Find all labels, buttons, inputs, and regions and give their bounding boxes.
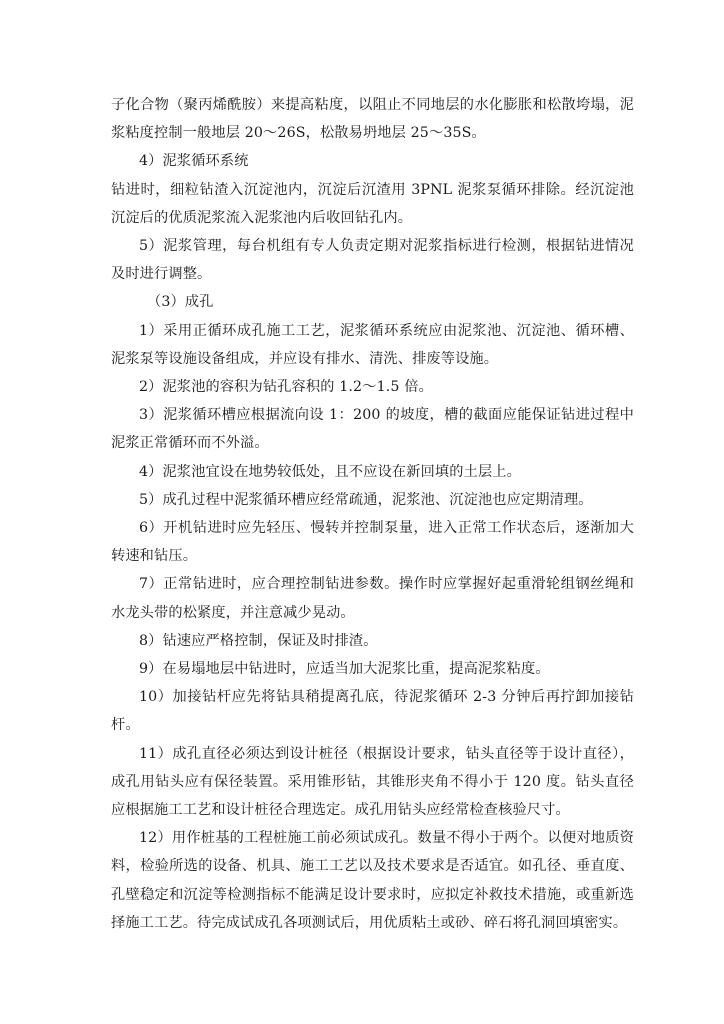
list-item-7: 7）正常钻进时，应合理控制钻进参数。操作时应掌握好起重滑轮组钢丝绳和水龙头带的松紧度，并注意减少晃动。 <box>111 576 634 621</box>
paragraph-drilling-slag: 钻进时，细粒钻渣入沉淀池内，沉淀后沉渣用 3PNL 泥浆泵循环排除。经沉淀池沉淀后的优质泥浆流入泥浆池内后收回钻孔内。 <box>111 181 634 226</box>
list-item-3: 3）泥浆循环槽应根据流向设 1：200 的坡度，槽的截面应能保证钻进过程中泥浆正常循环而不外溢。 <box>111 407 634 452</box>
section-heading-hole-forming: （3）成孔 <box>147 294 214 311</box>
list-item-2: 2）泥浆池的容积为钻孔容积的 1.2～1.5 倍。 <box>139 379 433 396</box>
list-item-6: 6）开机钻进时应先轻压、慢转并控制泵量，进入正常工作状态后，逐渐加大转速和钻压。 <box>111 520 634 565</box>
list-item-10: 10）加接钻杆应先将钻具稍提离孔底，待泥浆循环 2-3 分钟后再拧卸加接钻杆。 <box>111 689 634 734</box>
heading-mud-circulation-system: 4）泥浆循环系统 <box>139 153 249 170</box>
paragraph-mud-management: 5）泥浆管理，每台机组有专人负责定期对泥浆指标进行检测，根据钻进情况及时进行调整。 <box>111 238 634 283</box>
paragraph-mud-viscosity: 子化合物（聚丙烯酰胺）来提高粘度，以阻止不同地层的水化膨胀和松散垮塌，泥浆粘度控制一般地层 20～26S，松散易坍地层 25～35S。 <box>111 97 634 142</box>
list-item-5: 5）成孔过程中泥浆循环槽应经常疏通，泥浆池、沉淀池也应定期清理。 <box>139 491 593 508</box>
list-item-4: 4）泥浆池宜设在地势较低处，且不应设在新回填的土层上。 <box>139 463 521 480</box>
list-item-1: 1）采用正循环成孔施工工艺，泥浆循环系统应由泥浆池、沉淀池、循环槽、泥浆泵等设施设备组成，并应设有排水、清洗、排废等设施。 <box>111 322 634 367</box>
list-item-9: 9）在易塌地层中钻进时，应适当加大泥浆比重，提高泥浆粘度。 <box>139 661 550 678</box>
list-item-11: 11）成孔直径必须达到设计桩径（根据设计要求，钻头直径等于设计直径），成孔用钻头应有保径装置。采用锥形钻，其锥形夹角不得小于 120 度。钻头直径应根据施工工艺和设计桩径合理选定。成孔用钻头应经常检查核验尺寸。 <box>111 745 634 819</box>
list-item-12: 12）用作桩基的工程桩施工前必须试成孔。数量不得小于两个。以便对地质资料，检验所选的设备、机具、施工工艺以及技术要求是否适宜。如孔径、垂直度、孔壁稳定和沉淀等检测指标不能满足设计要求时，应拟定补救技术措施，或重新选择施工工艺。待完成试成孔各项测试后，用优质粘土或砂、碎石将孔洞回填密实。 <box>111 830 634 931</box>
list-item-8: 8）钻速应严格控制，保证及时排渣。 <box>139 632 378 649</box>
